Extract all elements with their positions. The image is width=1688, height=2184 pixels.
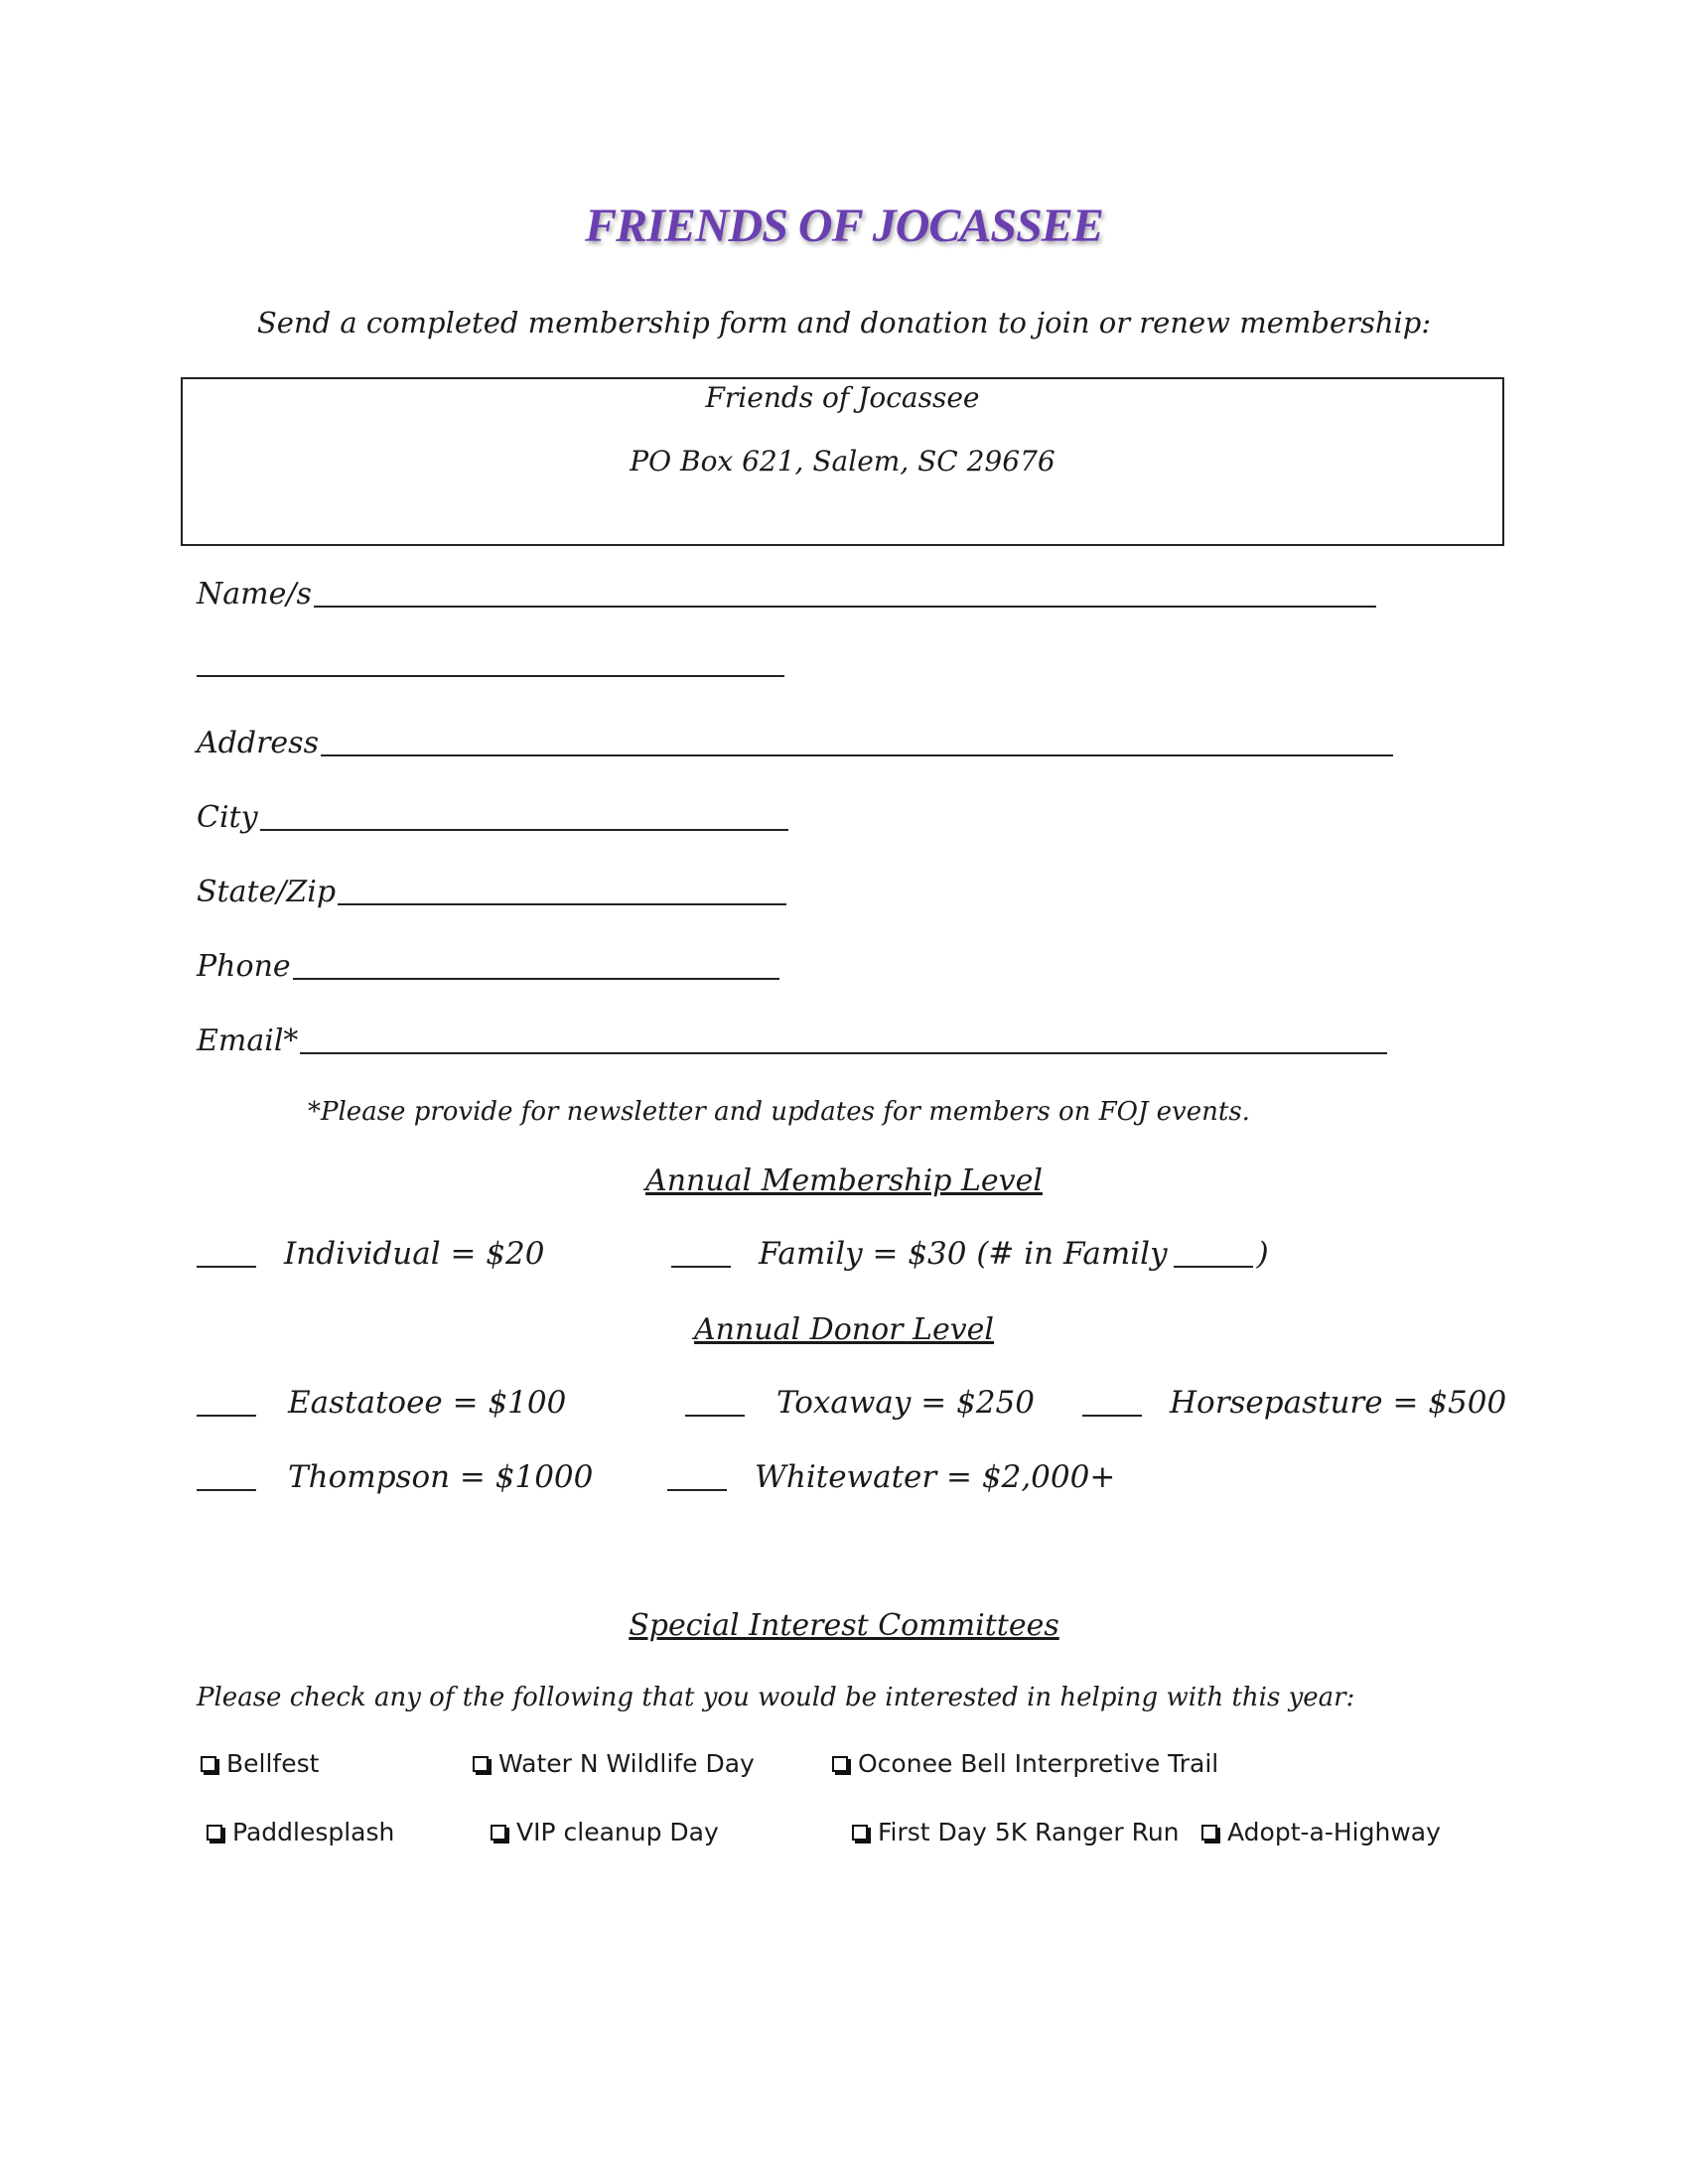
eastatoee-blank[interactable]: [197, 1387, 256, 1417]
donor-whitewater[interactable]: [667, 1459, 1115, 1495]
mailing-address-box: [181, 377, 1504, 546]
checkbox-icon[interactable]: [852, 1825, 868, 1841]
family-count-blank[interactable]: [1174, 1238, 1253, 1268]
individual-blank[interactable]: [197, 1238, 256, 1268]
page-title: FRIENDS OF JOCASSEE: [585, 200, 1103, 252]
donor-horsepasture[interactable]: [1082, 1385, 1506, 1421]
whitewater-label: Whitewater = $2,000+: [755, 1459, 1116, 1495]
committee-checkbox-first-day-5k[interactable]: [852, 1818, 1180, 1846]
phone-field[interactable]: [197, 948, 779, 984]
donor-eastatoee[interactable]: [197, 1385, 566, 1421]
phone-label: Phone: [197, 949, 291, 984]
names-label: Name/s: [197, 577, 312, 612]
checkbox-icon[interactable]: [491, 1825, 506, 1841]
committee-checkbox-bellfest[interactable]: [201, 1749, 319, 1778]
whitewater-blank[interactable]: [667, 1461, 727, 1491]
mailing-address: PO Box 621, Salem, SC 29676: [630, 445, 1055, 478]
family-blank[interactable]: [671, 1238, 731, 1268]
committee-label: Oconee Bell Interpretive Trail: [858, 1749, 1219, 1778]
membership-individual[interactable]: [197, 1236, 544, 1272]
thompson-label: Thompson = $1000: [288, 1459, 594, 1495]
city-label: City: [197, 800, 258, 835]
committee-label: Adopt-a-Highway: [1227, 1818, 1441, 1846]
city-input-line[interactable]: [260, 799, 788, 831]
checkbox-icon[interactable]: [1201, 1825, 1217, 1841]
committee-label: First Day 5K Ranger Run: [878, 1818, 1180, 1846]
statezip-label: State/Zip: [197, 875, 337, 909]
checkbox-icon[interactable]: [207, 1825, 222, 1841]
email-note: *Please provide for newsletter and updates for members on FOJ events.: [308, 1097, 1250, 1127]
committees-instructions: Please check any of the following that you would be interested in helping with this year:: [197, 1683, 1355, 1712]
committee-checkbox-adopt-a-highway[interactable]: [1201, 1818, 1441, 1846]
committee-checkbox-oconee-bell[interactable]: [832, 1749, 1218, 1778]
names-second-line[interactable]: [197, 675, 784, 677]
mailing-org: Friends of Jocassee: [705, 381, 980, 414]
committee-checkbox-paddlesplash[interactable]: [207, 1818, 394, 1846]
names-input-line[interactable]: [314, 576, 1376, 608]
donor-toxaway[interactable]: [685, 1385, 1035, 1421]
names-field[interactable]: [197, 576, 1376, 612]
checkbox-icon[interactable]: [832, 1756, 848, 1772]
address-input-line[interactable]: [321, 725, 1393, 756]
committee-label: Paddlesplash: [232, 1818, 395, 1846]
email-input-line[interactable]: [300, 1023, 1387, 1054]
statezip-input-line[interactable]: [338, 874, 786, 905]
subtitle: Send a completed membership form and donation to join or renew membership:: [256, 306, 1432, 340]
committee-label: Bellfest: [226, 1749, 320, 1778]
address-label: Address: [197, 726, 319, 760]
phone-input-line[interactable]: [293, 948, 779, 980]
eastatoee-label: Eastatoee = $100: [288, 1385, 567, 1421]
membership-family[interactable]: [671, 1236, 1269, 1272]
statezip-field[interactable]: [197, 874, 786, 909]
toxaway-blank[interactable]: [685, 1387, 745, 1417]
individual-label: Individual = $20: [284, 1236, 545, 1272]
email-label: Email*: [197, 1024, 299, 1058]
horsepasture-blank[interactable]: [1082, 1387, 1142, 1417]
address-field[interactable]: [197, 725, 1393, 760]
horsepasture-label: Horsepasture = $500: [1170, 1385, 1507, 1421]
committee-checkbox-vip-cleanup[interactable]: [491, 1818, 719, 1846]
family-label: Family = $30 (# in Family: [759, 1236, 1168, 1272]
family-close: ): [1256, 1236, 1269, 1272]
email-field[interactable]: [197, 1023, 1387, 1058]
city-field[interactable]: [197, 799, 788, 835]
committee-label: VIP cleanup Day: [516, 1818, 719, 1846]
thompson-blank[interactable]: [197, 1461, 256, 1491]
membership-heading: Annual Membership Level: [645, 1163, 1043, 1198]
checkbox-icon[interactable]: [473, 1756, 489, 1772]
toxaway-label: Toxaway = $250: [776, 1385, 1036, 1421]
donor-thompson[interactable]: [197, 1459, 593, 1495]
committee-label: Water N Wildlife Day: [498, 1749, 755, 1778]
committee-checkbox-water-n-wildlife[interactable]: [473, 1749, 755, 1778]
donor-heading: Annual Donor Level: [694, 1312, 994, 1347]
committees-heading: Special Interest Committees: [629, 1608, 1059, 1643]
checkbox-icon[interactable]: [201, 1756, 216, 1772]
